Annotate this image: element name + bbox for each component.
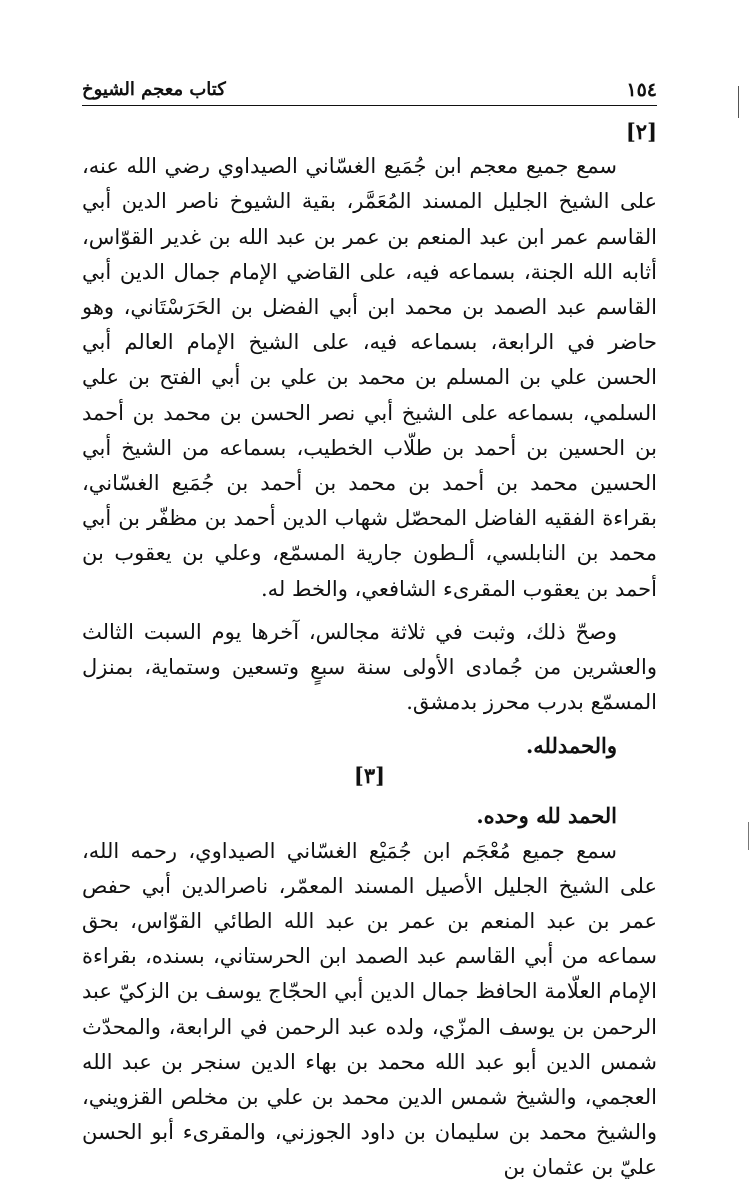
- heading-3-block: [82, 728, 657, 798]
- section-2-paragraph-1: سمع جميع معجم ابن جُمَيع الغسّاني الصيداوي رضي الله عنه، على الشيخ الجليل المسند المُعَمَّر، بقية الشيوخ ناصر الدين أبي القاسم عمر ابن عبد المنعم بن عمر بن عبد الله بن غدير القوّاس، أثابه الله الجنة، بسماعه فيه، على القاضي الإمام جمال الدين أبي القاسم عبد الصمد بن محمد ابن أبي الفضل بن الحَرَسْتَاني، وهو حاضر في الرابعة، بسماعه فيه، على الشيخ الإمام العالم أبي الحسن علي بن المسلم بن محمد بن علي بن أبي الفتح بن علي السلمي، بسماعه على الشيخ أبي نصر الحسن بن محمد بن أحمد بن الحسين بن أحمد بن طلّاب الخطيب، بسماعه من الشيخ أبي الحسين محمد بن أحمد بن محمد بن أحمد بن جُمَيع الغسّاني، بقراءة الفقيه الفاضل المحصّل شهاب الدين أحمد بن مظفّر بن أبي محمد بن النابلسي، ألـطون جارية المسمّع، وعلي بن يعقوب بن أحمد بن يعقوب المقرىء الشافعي، والخط له.: [82, 154, 657, 601]
- scan-margin-mark: [748, 822, 749, 850]
- page-number: ١٥٤: [626, 79, 657, 101]
- scan-margin-mark: [738, 86, 739, 118]
- section-heading-2: [٢]: [625, 119, 657, 144]
- body-text: [82, 114, 657, 1186]
- book-title: كتاب معجم الشيوخ: [82, 79, 226, 100]
- running-header: [82, 76, 657, 106]
- section-3-opening: الحمد لله وحده.: [476, 803, 617, 829]
- section-3-paragraph: سمع جميع مُعْجَم ابن جُمَيْع الغسّاني الصيداوي، رحمه الله، على الشيخ الجليل الأصيل المسند المعمّر، ناصرالدين أبي حفص عمر بن عبد المنعم بن عمر بن عبد الله الطائي القوّاس، بحق سماعه من أبي القاسم عبد الصمد ابن الحرستاني، بسنده، بقراءة الإمام العلّامة الحافظ جمال الدين أبي الحجّاج يوسف بن الزكيّ عبد الرحمن بن يوسف المزّي، ولده عبد الرحمن في الرابعة، والمحدّث شمس الدين أبو عبد الله محمد بن بهاء الدين سنجر بن عبد الله العجمي، والشيخ شمس الدين محمد بن علي بن مخلص القزويني، والشيخ محمد بن سليمان بن داود الجوزني، والمقرىء أبو الحسن عليّ بن عثمان بن: [82, 838, 657, 1180]
- header-rule: [82, 105, 657, 106]
- section-2-paragraph-2: وصحّ ذلك، وثبت في ثلاثة مجالس، آخرها يوم السبت الثالث والعشرين من جُمادى الأولى سنة سبعٍ وتسعين وستماية، بمنزل المسمّع بدرب محرز بدمشق.: [82, 619, 657, 715]
- section-heading-3: [٣]: [353, 763, 386, 789]
- praise-line: والحمدلله.: [525, 733, 617, 759]
